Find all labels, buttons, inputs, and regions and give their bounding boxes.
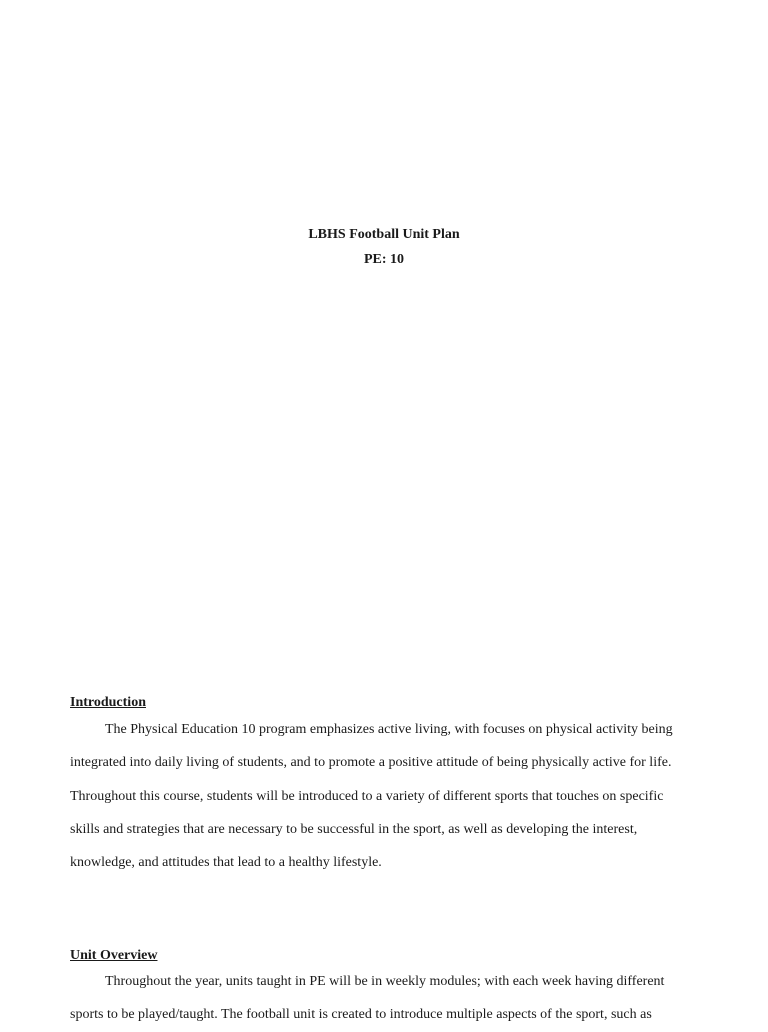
paragraph-line: skills and strategies that are necessary to be successful in the sport, as well as developing the interest, [70, 821, 638, 837]
paragraph-line: The Physical Education 10 program emphasizes active living, with focuses on physical activity being [105, 722, 673, 737]
paragraph-line: sports to be played/taught. The football unit is created to introduce multiple aspects of the sport, such as [70, 1007, 652, 1023]
paragraph-line: integrated into daily living of students, and to promote a positive attitude of being physically active for life. [70, 755, 672, 771]
introduction-paragraph [70, 713, 698, 879]
paragraph-line: knowledge, and attitudes that lead to a healthy lifestyle. [70, 855, 382, 871]
unit-overview-heading: Unit Overview [70, 948, 158, 963]
unit-overview-paragraph [70, 965, 698, 1032]
introduction-heading: Introduction [70, 695, 146, 710]
paragraph-line: Throughout this course, students will be introduced to a variety of different sports that touches on specific [70, 788, 664, 804]
paragraph-line: Throughout the year, units taught in PE will be in weekly modules; with each week having different [105, 974, 665, 989]
title-block [0, 222, 768, 272]
document-title: LBHS Football Unit Plan [308, 227, 460, 242]
document-subtitle: PE: 10 [363, 252, 405, 267]
